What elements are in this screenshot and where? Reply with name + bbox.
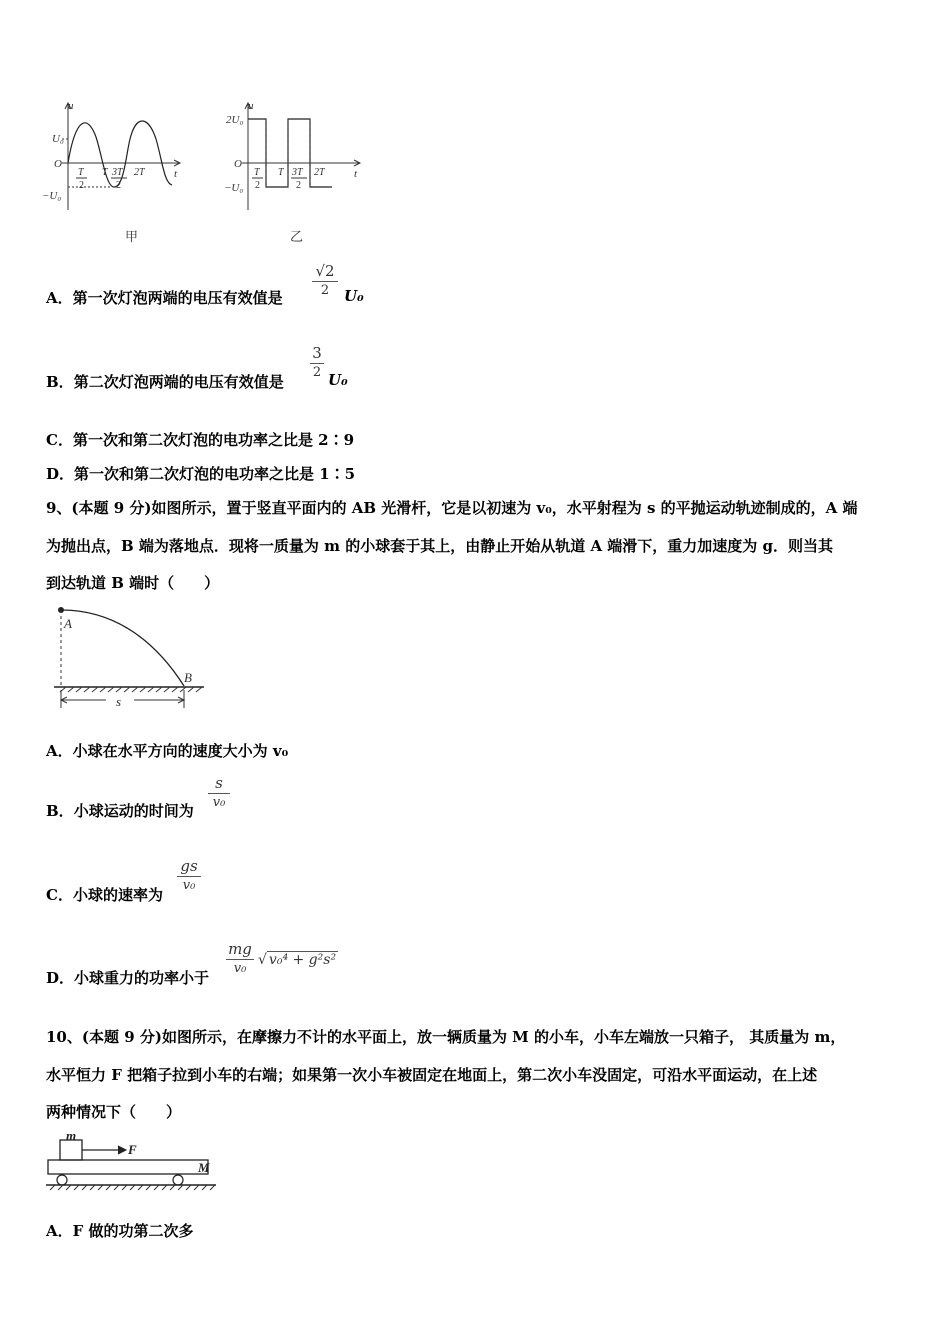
q8-figure	[40, 95, 370, 245]
q9-option-b: B．小球运动的时间为	[46, 802, 194, 820]
q8-option-d: D．第一次和第二次灯泡的电功率之比是 1∶5	[46, 465, 356, 483]
q8-a-fraction: √2 2	[312, 262, 338, 298]
cart-m	[48, 1160, 208, 1174]
tick-t-half-num: T	[78, 167, 84, 178]
trajectory-curve	[61, 610, 184, 686]
label-a: A	[64, 616, 72, 631]
origin-label: O	[54, 158, 62, 170]
q9-b-fraction: s v₀	[208, 774, 230, 810]
label-f: F	[128, 1142, 137, 1157]
q9-option-c: C．小球的速率为	[46, 886, 163, 904]
q9-d-fraction: mg v₀	[226, 940, 254, 976]
label-b: B	[184, 670, 192, 685]
axis-t-label: t	[174, 168, 178, 180]
q9-option-d: D．小球重力的功率小于	[46, 969, 210, 987]
tick2-3t-half-num: 3T	[292, 167, 303, 178]
wheel-right	[173, 1175, 183, 1185]
tick-3t-half-den: 2	[116, 180, 121, 191]
wheel-left	[57, 1175, 67, 1185]
q8-option-a: A．第一次灯泡两端的电压有效值是	[46, 289, 283, 307]
u0-label: U₀	[52, 133, 64, 145]
q9-figure	[46, 602, 206, 712]
q9-stem-line2: 为抛出点，B 端为落地点．现将一质量为 m 的小球套于其上，由静止开始从轨道 A 端滑下，重力加速度为 g．则当其	[46, 537, 834, 555]
caption-jia: 甲	[125, 230, 139, 245]
label-m: m	[66, 1130, 77, 1143]
tick-2t: 2T	[134, 167, 145, 178]
tick2-t-half-num: T	[254, 167, 260, 178]
tick2-t-half-den: 2	[255, 180, 260, 191]
q10-stem-line3: 两种情况下（ ）	[46, 1103, 182, 1121]
tick-t-half-den: 2	[79, 180, 84, 191]
tick2-3t-half-den: 2	[296, 180, 301, 191]
q9-stem-line3: 到达轨道 B 端时（ ）	[46, 574, 220, 592]
tick-3t-half-num: 3T	[112, 167, 123, 178]
q8-option-c: C．第一次和第二次灯泡的电功率之比是 2∶9	[46, 431, 355, 449]
axis-u-label-2: u	[248, 100, 254, 112]
q9-d-sqrt: √ v₀⁴ + g²s²	[258, 952, 337, 968]
graph-jia	[62, 103, 180, 210]
q8-option-b: B．第二次灯泡两端的电压有效值是	[46, 373, 284, 391]
neg-u0-label: −U₀	[42, 190, 62, 202]
q9-stem-line1: 9、(本题 9 分)如图所示，置于竖直平面内的 AB 光滑杆，它是以初速为 v₀，水平射程为 s 的平抛运动轨迹制成的，A 端	[46, 499, 858, 517]
label-s: s	[116, 694, 122, 709]
q10-stem-line1: 10、(本题 9 分)如图所示，在摩擦力不计的水平面上，放一辆质量为 M 的小车，小车左端放一只箱子， 其质量为 m，	[46, 1028, 846, 1046]
axis-t-label-2: t	[354, 168, 358, 180]
graph-yi	[242, 103, 360, 210]
q9-option-a: A．小球在水平方向的速度大小为 v₀	[46, 742, 289, 760]
neg-u0-label-2: −U₀	[224, 182, 244, 194]
tick2-t: T	[278, 167, 284, 178]
q10-option-a: A．F 做的功第二次多	[46, 1222, 194, 1240]
origin-label-2: O	[234, 158, 242, 170]
q8-b-fraction: 3 2	[310, 344, 324, 380]
box-m	[60, 1140, 82, 1160]
caption-yi: 乙	[290, 230, 304, 245]
label-big-m: M	[198, 1160, 210, 1175]
q10-stem-line2: 水平恒力 F 把箱子拉到小车的右端；如果第一次小车被固定在地面上，第二次小车没固定，可沿水平面运动，在上述	[46, 1066, 818, 1084]
q10-figure	[44, 1130, 224, 1200]
q8-a-unit: U₀	[344, 287, 364, 305]
axis-u-label: u	[68, 100, 74, 112]
tick-t: T	[102, 167, 108, 178]
q8-b-unit: U₀	[328, 371, 348, 389]
tick2-2t: 2T	[314, 167, 325, 178]
2u0-label: 2U₀	[226, 114, 244, 126]
q9-c-fraction: gs v₀	[177, 857, 201, 893]
